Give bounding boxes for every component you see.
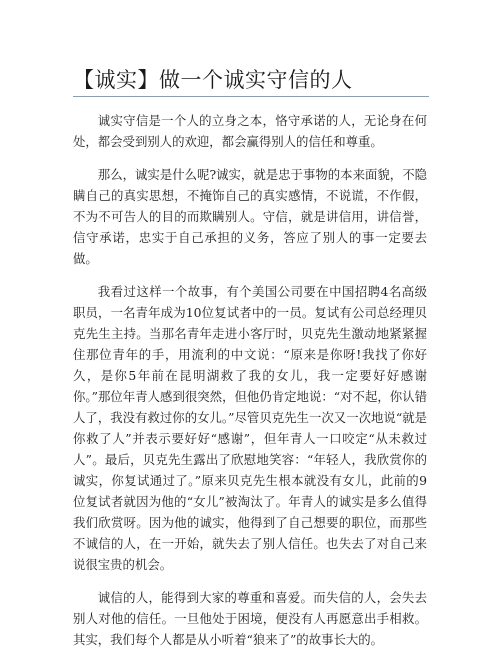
paragraph-intro: 诚实守信是一个人的立身之本，恪守承诺的人，无论身在何处，都会受到别人的欢迎，都会赢得别人的信任和尊重。 (73, 113, 427, 149)
title-divider (73, 96, 429, 97)
page-title: 【诚实】做一个诚实守信的人 (73, 68, 353, 92)
article-body (73, 110, 427, 662)
paragraph-definition: 那么，诚实是什么呢?诚实，就是忠于事物的本来面貌，不隐瞒自己的真实思想，不掩饰自己的真实感情，不说谎，不作假，不为不可告人的目的而欺瞒别人。守信，就是讲信用，讲信誉，信守承诺，忠实于自己承担的义务，答应了别人的事一定要去做。 (73, 167, 427, 266)
paragraph-conclusion: 诚信的人，能得到大家的尊重和喜爱。而失信的人，会失去别人对他的信任。一旦他处于困境，便没有人再愿意出手相救。其实，我们每个人都是从小听着“狼来了”的故事长大的。 (73, 590, 427, 647)
paragraph-story: 我看过这样一个故事，有个美国公司要在中国招聘4名高级职员，一名青年成为10位复试者中的一员。复试有公司总经理贝克先生主持。当那名青年走进小客厅时，贝克先生激动地紧紧握住那位青年的手，用流利的中文说：“原来是你呀!我找了你好久，是你5年前在昆明湖救了我的女儿，我一定要好好感谢你。”那位年青人感到很突然，但他仍肯定地说：“对不起，你认错人了，我没有救过你的女儿。”尽管贝克先生一次又一次地说“就是你救了人”并表示要好好“感谢”，但年青人一口咬定“从未救过人”。最后，贝克先生露出了欣慰地笑容：“年轻人，我欣赏你的诚实，你复试通过了。”原来贝克先生根本就没有女儿，此前的9位复试者就因为他的“女儿”被淘汰了。年青人的诚实是多么值得我们欣赏呀。因为他的诚实，他得到了自己想要的职位，而那些不诚信的人，在一开始，就失去了别人信任。也失去了对自己来说很宝贵的机会。 (73, 284, 427, 572)
